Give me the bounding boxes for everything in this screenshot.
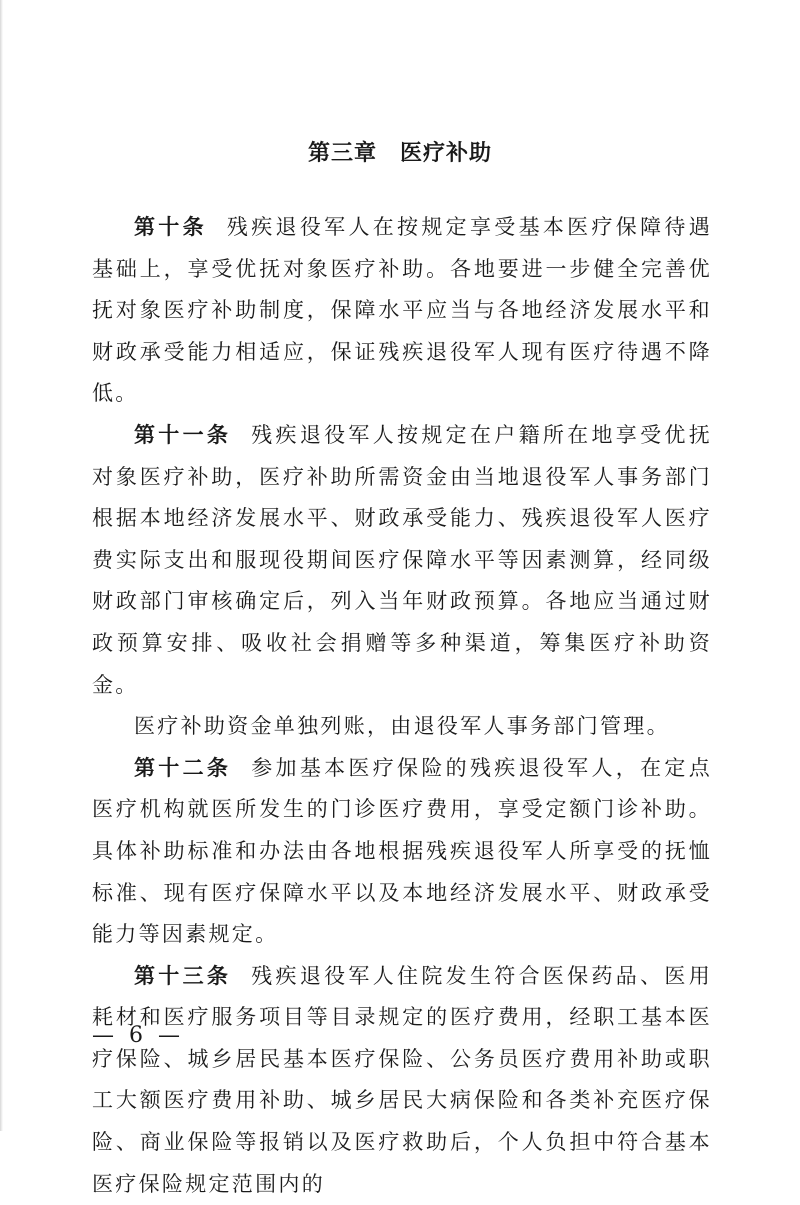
- article-text: 医疗补助资金单独列账，由退役军人事务部门管理。: [134, 714, 670, 739]
- article-text: 残疾退役军人按规定在户籍所在地享受优抚对象医疗补助，医疗补助所需资金由当地退役军人事务部门根据本地经济发展水平、财政承受能力、残疾退役军人医疗费实际支出和服现役期间医疗保障水平等因素测算，经同级财政部门审核确定后，列入当年财政预算。各地应当通过财政预算安排、吸收社会捐赠等多种渠道，筹集医疗补助资金。: [92, 422, 712, 697]
- article-label: 第十三条: [134, 963, 232, 988]
- article-label: 第十条: [134, 215, 207, 239]
- article-11-paragraph-2: [92, 706, 712, 748]
- article-label: 第十二条: [134, 755, 232, 780]
- article-text: 残疾退役军人住院发生符合医保药品、医用耗材和医疗服务项目等目录规定的医疗费用，经职工基本医疗保险、城乡居民基本医疗保险、公务员医疗费用补助或职工大额医疗费用补助、城乡居民大病保险和各类补充医疗保险、商业保险等报销以及医疗救助后，个人负担中符合基本医疗保险规定范围内的: [92, 963, 712, 1196]
- article-12: [92, 748, 712, 956]
- document-body: [92, 207, 712, 1205]
- article-11: [92, 415, 712, 706]
- page-number: — 6 —: [92, 1023, 184, 1048]
- article-label: 第十一条: [134, 422, 232, 447]
- page-edge: [0, 0, 3, 1131]
- article-text: 参加基本医疗保险的残疾退役军人，在定点医疗机构就医所发生的门诊医疗费用，享受定额门诊补助。具体补助标准和办法由各地根据残疾退役军人所享受的抚恤标准、现有医疗保障水平以及本地经济发展水平、财政承受能力等因素规定。: [92, 755, 712, 947]
- article-10: [92, 207, 712, 415]
- chapter-title: 第三章 医疗补助: [307, 141, 492, 166]
- article-text: 残疾退役军人在按规定享受基本医疗保障待遇基础上，享受优抚对象医疗补助。各地要进一步健全完善优抚对象医疗补助制度，保障水平应当与各地经济发展水平和财政承受能力相适应，保证残疾退役军人现有医疗待遇不降低。: [92, 215, 713, 406]
- article-13: [92, 956, 712, 1205]
